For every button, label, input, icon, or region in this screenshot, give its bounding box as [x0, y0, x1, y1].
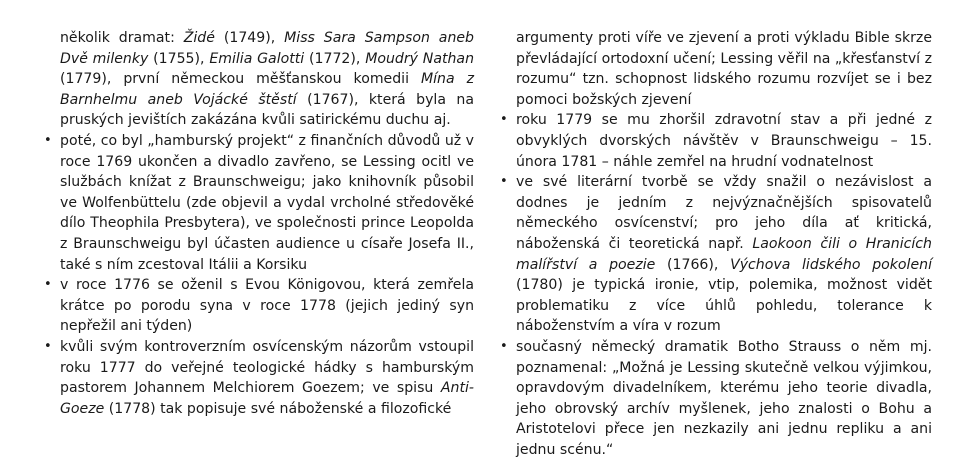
- right-bullet-list: [500, 110, 932, 460]
- left-intro-paragraph: [44, 28, 474, 131]
- list-item: [44, 131, 474, 275]
- italic-title-text: Židé: [183, 30, 215, 46]
- italic-title-text: Výchova lidského pokolení: [730, 256, 932, 273]
- body-text-run: (1749),: [214, 30, 285, 46]
- body-text-run: poté, co byl „hamburský projekt“ z finančních důvodů už v roce 1769 ukončen a divadlo zavřeno, se Lessing ocitl ve službách knížat z Braunschweigu; jako knihovník působil ve Wolfenbüttelu (zde objevil a vydal vrcholné středověké dílo Theophila Presbytera), ve společnosti prince Leopolda z Braunschweigu byl účasten audience u císaře Josefa II., také s ním zcestoval Itálii a Korsiku: [60, 132, 474, 273]
- italic-title-text: Emilia Galotti: [209, 50, 305, 67]
- bullet-dot-icon: •: [44, 132, 52, 148]
- italic-title-text: Laokoon čili o Hranicích malířství a poezie: [516, 235, 932, 273]
- list-item: [500, 110, 932, 172]
- body-text-run: argumenty proti víře ve zjevení a proti výkladu Bible skrze převládající ortodoxní učení; Lessing věřil na „křesťanství z rozumu“ tzn. schopnost lidského rozumu rozvíjet se i bez pomoci božských zjevení: [516, 30, 932, 108]
- body-text-run: (1767), která byla na pruských jevištích zakázána kvůli satirickému duchu aj.: [60, 91, 474, 129]
- body-text-run: současný německý dramatik Botho Strauss o něm mj. poznamenal: „Možná je Lessing skutečně velkou výjimkou, opravdovým divadelníkem, kterému jeho teorie divadla, jeho obrovský archív myšlenek, jeho znalosti o Bohu a Aristotelovi přece jen nezkazily ani jednu repliku a ani jednu scénu.“: [516, 338, 932, 458]
- body-text-run: roku 1779 se mu zhoršil zdravotní stav a při jedné z obvyklých dvorských návštěv v Braunschweigu – 15. února 1781 – náhle zemřel na hrudní vodnatelnost: [516, 112, 932, 170]
- bullet-dot-icon: •: [500, 338, 508, 354]
- list-item: [500, 337, 932, 460]
- right-intro-paragraph: [500, 28, 932, 110]
- body-text-run: kvůli svým kontroverzním osvícenským názorům vstoupil roku 1777 do veřejné teologické hádky s hamburským pastorem Johannem Melchiorem Goezem; ve spisu: [60, 338, 474, 397]
- italic-title-text: Moudrý Nathan: [365, 50, 475, 67]
- body-text-run: (1755),: [148, 50, 210, 67]
- body-text-run: (1772),: [304, 50, 366, 67]
- italic-title-text: Miss Sara Sampson aneb Dvě milenky: [60, 30, 474, 67]
- left-column: [44, 28, 474, 419]
- body-text-run: (1779), první německou měšťanskou komedii: [60, 71, 421, 88]
- right-column: [500, 28, 932, 460]
- italic-title-text: Anti-Goeze: [60, 380, 474, 417]
- body-text-run: (1766),: [655, 256, 731, 273]
- list-item: [44, 337, 474, 419]
- list-item: [500, 172, 932, 337]
- bullet-dot-icon: •: [500, 174, 508, 190]
- list-item: [44, 275, 474, 337]
- bullet-dot-icon: •: [500, 112, 508, 128]
- bullet-dot-icon: •: [44, 277, 52, 293]
- body-text-run: ve své literární tvorbě se vždy snažil o nezávislost a dodnes je jedním z nejvýznačnějších spisovatelů německého osvícenství; pro jeho díla ať kritická, náboženská či teoretická např.: [516, 174, 932, 252]
- body-text-run: několik dramat:: [60, 30, 184, 46]
- bullet-dot-icon: •: [44, 338, 52, 354]
- body-text-run: v roce 1776 se oženil s Evou Königovou, která zemřela krátce po porodu syna v roce 1778 (jejich jediný syn nepřežil ani týden): [60, 277, 474, 335]
- italic-title-text: Mína z Barnhelmu aneb Vojácké štěstí: [60, 71, 475, 108]
- body-text-run: (1780) je typická ironie, vtip, polemika, možnost vidět problematiku z více úhlů pohledu, tolerance k náboženstvím a víra v rozum: [516, 277, 932, 335]
- left-bullet-list: [44, 131, 474, 419]
- body-text-run: (1778) tak popisuje své náboženské a filozofické: [104, 400, 452, 417]
